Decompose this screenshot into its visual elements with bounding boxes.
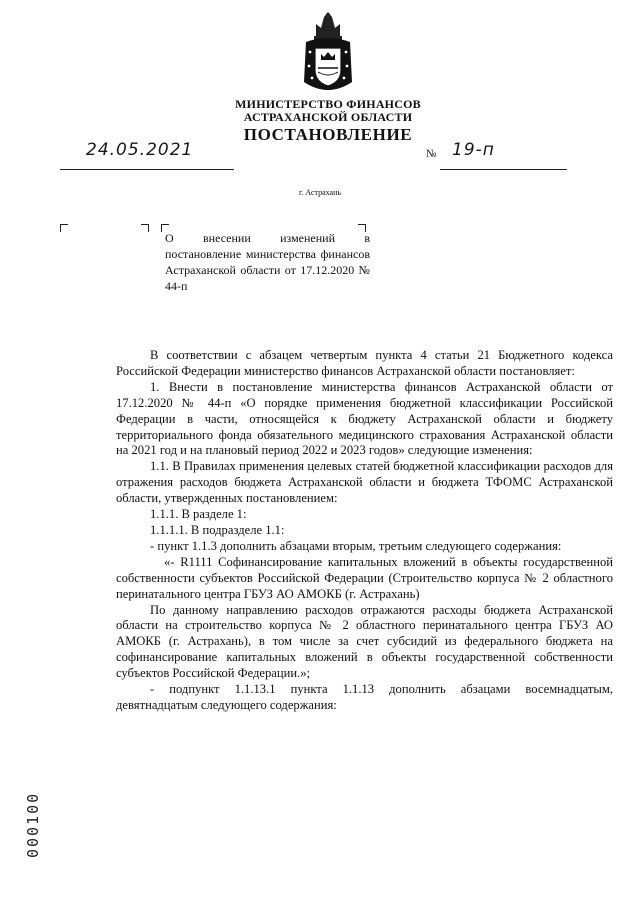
body-paragraph-8: По данному направлению расходов отражаются расходы бюджета Астраханской области на строительство корпуса № 2 областного перинатального центра ГБУЗ АО АМОКБ (г. Астрахань), в том числе за счет субсидий из федерального бюджета на софинансирование капитальных вложений в объекты государственной собственности субъектов Российской Федерации.»; (116, 602, 613, 681)
ministry-name-line1: МИНИСТЕРСТВО ФИНАНСОВ (235, 97, 421, 111)
city-label: г. Астрахань (298, 188, 342, 197)
coat-of-arms-icon (302, 12, 354, 98)
body-paragraph-3: 1.1. В Правилах применения целевых статей бюджетной классификации расходов для отражения расходов бюджета Астраханской области и бюджета ТФОМС Астраханской области, утвержденных постановлением: (116, 459, 613, 506)
body-paragraph-9: - подпункт 1.1.13.1 пункта 1.1.13 дополнить абзацами восемнадцатым, девятнадцатым следующего содержания: (116, 682, 613, 712)
document-type: ПОСТАНОВЛЕНИЕ (243, 125, 413, 144)
number-label: № (426, 148, 437, 160)
corner-mark-mid-right (141, 224, 149, 232)
body-paragraph-6: - пункт 1.1.3 дополнить абзацами вторым, третьим следующего содержания: (150, 538, 562, 553)
body-paragraph-1: В соответствии с абзацем четвертым пункта 4 статьи 21 Бюджетного кодекса Российской Федерации министерство финансов Астраханской области постановляет: (116, 348, 613, 378)
body-paragraph-5: 1.1.1.1. В подразделе 1.1: (150, 522, 285, 537)
corner-mark-left (60, 224, 68, 232)
number-handwritten: 19-п (452, 140, 495, 160)
side-stamp-number: 000100 (24, 791, 42, 858)
date-handwritten: 24.05.2021 (86, 140, 194, 160)
body-paragraph-2: 1. Внести в постановление министерства финансов Астраханской области от 17.12.2020 № 44-п «О порядке применения бюджетной классификации Российской Федерации в части, относящейся к бюджету Астраханской области и бюджету территориального фонда обязательного медицинского страхования Астраханской области на 2021 год и на плановый период 2022 и 2023 годов» следующие изменения: (116, 379, 613, 458)
body-paragraph-7: «- R1111 Софинансирование капитальных вложений в объекты государственной собственности субъектов Российской Федерации (Строительство корпуса № 2 областного перинатального центра ГБУЗ АО АМОКБ (г. Астрахань) (116, 554, 613, 601)
ministry-name-line2: АСТРАХАНСКОЙ ОБЛАСТИ (243, 110, 413, 124)
document-subject: О внесении изменений в постановление министерства финансов Астраханской области от 17.12.2020 № 44-п (165, 231, 370, 293)
document-body (116, 348, 613, 714)
body-paragraph-4: 1.1.1. В разделе 1: (150, 507, 247, 522)
